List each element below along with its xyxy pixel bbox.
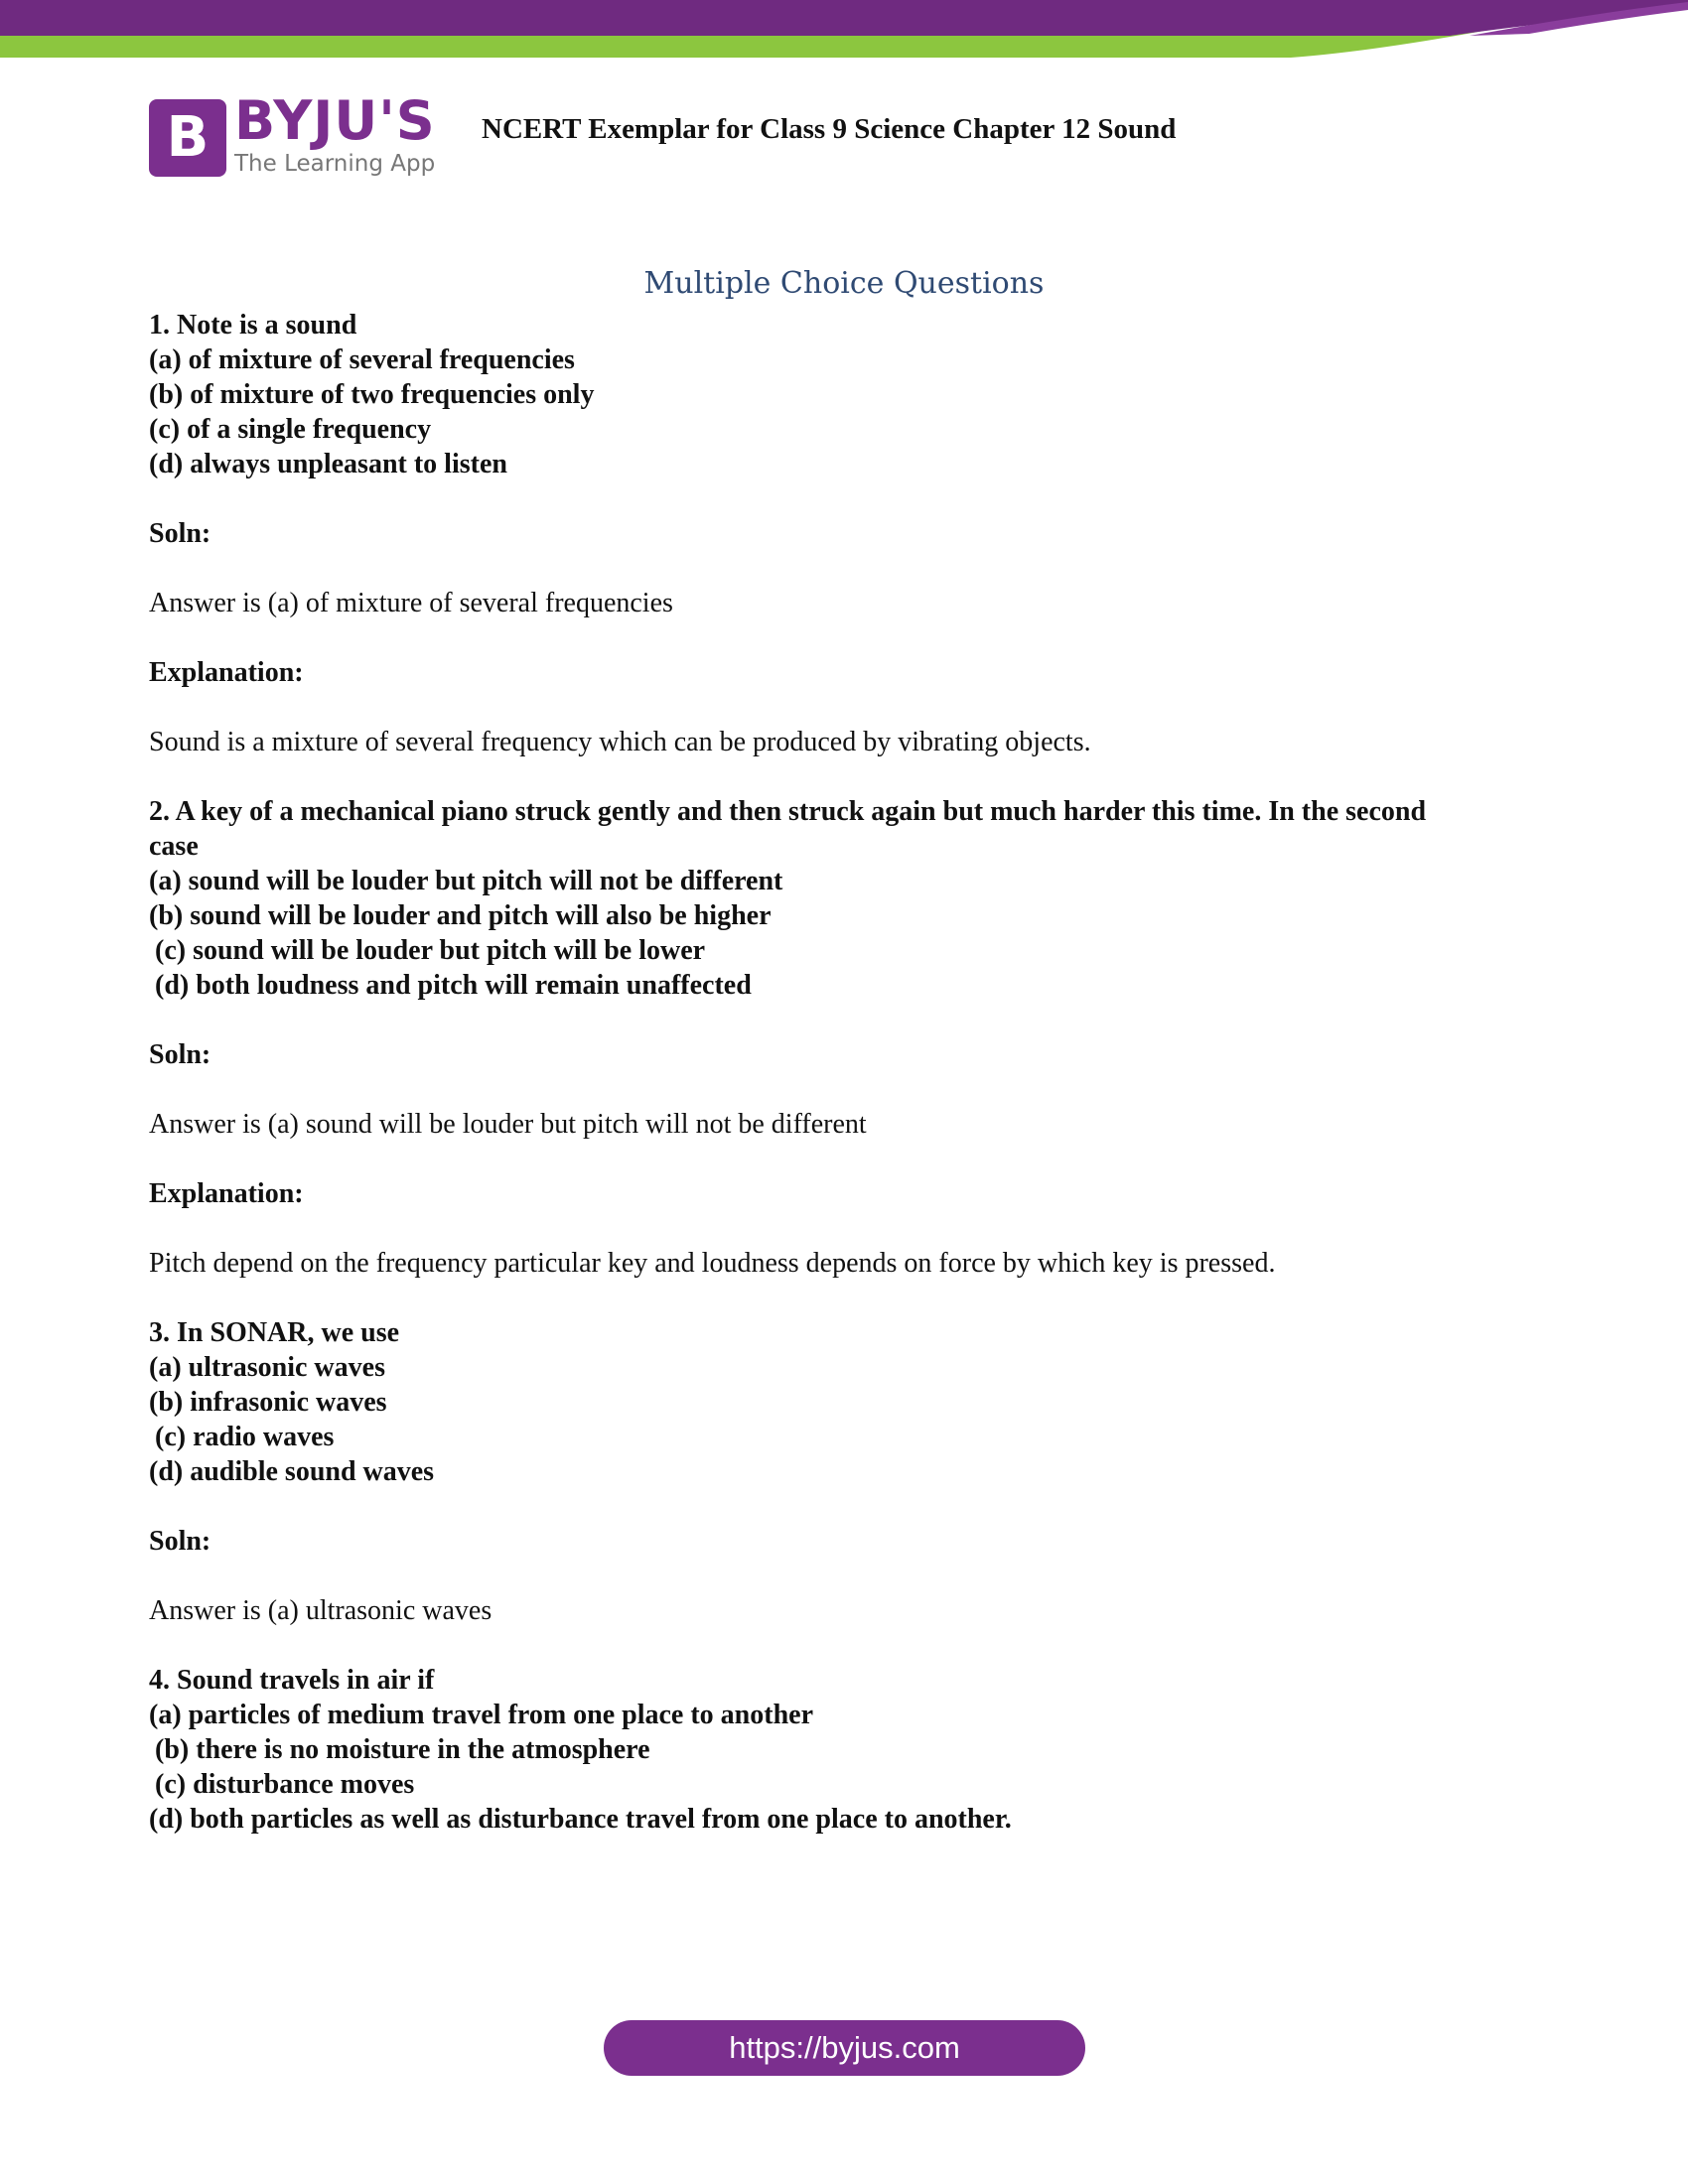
logo-b-icon: B (166, 105, 210, 170)
q2-option-a: (a) sound will be louder but pitch will not be different (149, 866, 783, 896)
logo-name: BYJU'S (234, 89, 436, 152)
page-header (149, 89, 1539, 185)
byjus-logo (149, 89, 437, 185)
q2-option-c: (c) sound will be louder but pitch will be lower (155, 935, 706, 966)
q1-option-b: (b) of mixture of two frequencies only (149, 379, 595, 410)
q2-explanation-label: Explanation: (149, 1178, 304, 1209)
q2-option-d: (d) both loudness and pitch will remain unaffected (155, 970, 752, 1001)
q1-option-c: (c) of a single frequency (149, 414, 432, 445)
q4-option-a: (a) particles of medium travel from one place to another (149, 1700, 813, 1730)
q3-option-b: (b) infrasonic waves (149, 1387, 387, 1418)
q1-explanation: Sound is a mixture of several frequency which can be produced by vibrating objects. (149, 727, 1091, 757)
question-3: 3. In SONAR, we use (149, 1317, 400, 1348)
q4-option-c: (c) disturbance moves (155, 1769, 415, 1800)
q4-option-d: (d) both particles as well as disturbance travel from one place to another. (149, 1804, 1012, 1835)
q3-option-a: (a) ultrasonic waves (149, 1352, 385, 1383)
purple-stripe (0, 0, 1688, 36)
q1-answer: Answer is (a) of mixture of several frequencies (149, 588, 673, 618)
q3-option-c: (c) radio waves (155, 1422, 335, 1452)
question-1: 1. Note is a sound (149, 310, 357, 341)
q3-soln-label: Soln: (149, 1526, 211, 1557)
questions-content (149, 308, 1460, 1837)
q3-option-d: (d) audible sound waves (149, 1456, 435, 1487)
q1-explanation-label: Explanation: (149, 657, 304, 688)
section-title: Multiple Choice Questions (643, 266, 1045, 301)
document-title: NCERT Exemplar for Class 9 Science Chapter 12 Sound (482, 113, 1177, 145)
top-decorative-bars (0, 0, 1688, 60)
q1-option-d: (d) always unpleasant to listen (149, 449, 507, 479)
q2-explanation: Pitch depend on the frequency particular key and loudness depends on force by which key is pressed. (149, 1248, 1276, 1279)
question-2: 2. A key of a mechanical piano struck gently and then struck again but much harder this time. In the second case (149, 796, 1427, 862)
q3-answer: Answer is (a) ultrasonic waves (149, 1595, 492, 1626)
q1-option-a: (a) of mixture of several frequencies (149, 344, 575, 375)
q4-option-b: (b) there is no moisture in the atmosphere (155, 1734, 650, 1765)
logo-tagline: The Learning App (234, 151, 436, 177)
question-4: 4. Sound travels in air if (149, 1665, 435, 1696)
footer-url-link[interactable]: https://byjus.com (604, 2020, 1085, 2076)
q2-answer: Answer is (a) sound will be louder but pitch will not be different (149, 1109, 867, 1140)
q2-option-b: (b) sound will be louder and pitch will also be higher (149, 900, 772, 931)
logo-mark (149, 99, 226, 177)
q1-soln-label: Soln: (149, 518, 211, 549)
q2-soln-label: Soln: (149, 1039, 211, 1070)
